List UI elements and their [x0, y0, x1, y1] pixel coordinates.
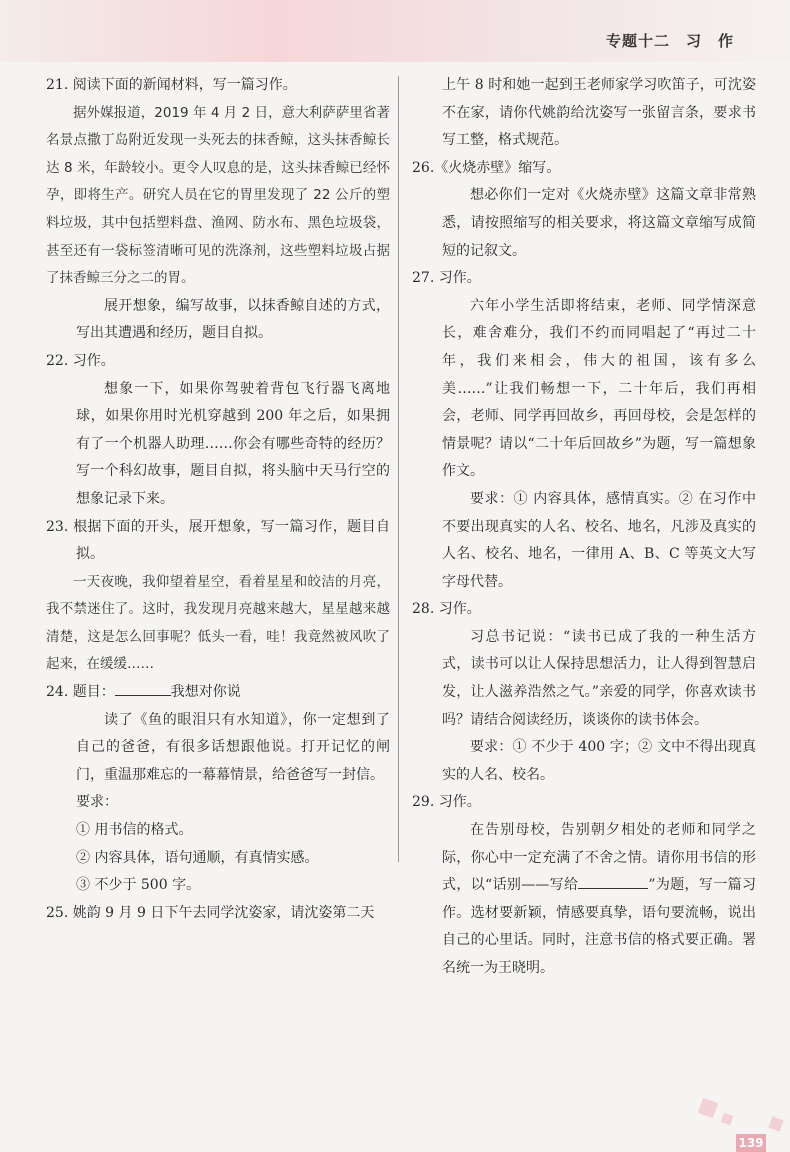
left-paragraph-2: 据外媒报道，2019 年 4 月 2 日，意大利萨萨里省著名景点撒丁岛附近发现一头死去的抹香鲸，这头抹香鲸长达 8 米，年龄较小。更令人叹息的是，这头抹香鲸已经怀孕，即将生产。研究人员在它的胃里发现了 22 公斤的塑料垃圾，其中包括塑料盘、渔网、防水布、黑色垃圾袋，甚至还有一袋标签清晰可见的洗涤剂，这些塑料垃圾占据了抹香鲸三分之二的胃。 — [46, 104, 390, 287]
right-paragraph-8: 习总书记说：“读书已成了我的一种生活方式，读书可以让人保持思想活力，让人得到智慧启发，让人滋养浩然之气。”亲爱的同学，你喜欢读书吗？请结合阅读经历，谈谈你的读书体会。 — [442, 628, 756, 728]
right-paragraph-2: 26.《火烧赤壁》缩写。 — [412, 159, 561, 176]
left-paragraph-5: 想象一下，如果你驾驶着背包飞行器飞离地球，如果你用时光机穿越到 200 年之后，如果拥有了一个机器人助理……你会有哪些奇特的经历？写一个科幻故事，题目自拟，将头脑中天马行空的想象记录下来。 — [76, 380, 390, 507]
q24-requirement-label: 要求： — [76, 794, 118, 811]
left-paragraph-3: 展开想象，编写故事，以抹香鲸自述的方式，写出其遭遇和经历，题目自拟。 — [76, 297, 390, 342]
right-column — [412, 72, 756, 983]
q29-text-b: ”为题，写一篇习作。选材要新颖，情感要真挚，语句要流畅，说出自己的心里话。同时，注意书信的格式要正确。署名统一为王晓明。 — [442, 877, 756, 976]
left-paragraph-6: 23. 根据下面的开头，展开想象，写一篇习作，题目自拟。 — [46, 518, 390, 563]
left-paragraph-7: 一天夜晚，我仰望着星空，看着星星和皎洁的月亮，我不禁迷住了。这时，我发现月亮越来越大，星星越来越清楚，这是怎么回事呢？低头一看，哇！我竟然被风吹了起来，在缓缓…… — [46, 573, 390, 673]
question-24-title — [46, 679, 390, 707]
q29-body — [412, 817, 756, 983]
q24-title-text: 我想对你说 — [170, 684, 241, 701]
left-paragraph-1: 21. 阅读下面的新闻材料，写一篇习作。 — [46, 77, 297, 93]
right-paragraph-7: 28. 习作。 — [412, 601, 481, 618]
right-paragraphs — [412, 72, 756, 817]
q24-item-1: ① 用书信的格式。 — [76, 822, 193, 839]
right-paragraph-5: 六年小学生活即将结束，老师、同学情深意长，难舍难分，我们不约而同唱起了“再过二十年，我们来相会，伟大的祖国，该有多么美……”让我们畅想一下，二十年后，我们再相会，老师、同学再回故乡，再回母校，会是怎样的情景呢？请以“二十年后回故乡”为题，写一篇想象作文。 — [442, 297, 756, 480]
left-paragraph-4: 22. 习作。 — [46, 352, 115, 369]
q24-item-2: ② 内容具体，语句通顺，有真情实感。 — [76, 849, 319, 866]
corner-decoration — [721, 1113, 734, 1126]
right-paragraph-10: 29. 习作。 — [412, 794, 481, 811]
right-paragraph-9: 要求：① 不少于 400 字；② 文中不得出现真实的人名、校名。 — [442, 739, 756, 783]
corner-decoration — [698, 1098, 719, 1119]
right-paragraph-1: 上午 8 时和她一起到王老师家学习吹笛子，可沈姿不在家，请你代姚韵给沈姿写一张留言条，要求书写工整，格式规范。 — [442, 77, 756, 149]
q24-number: 24. 题目： — [46, 684, 115, 701]
question-25: 25. 姚韵 9 月 9 日下午去同学沈姿家，请沈姿第二天 — [46, 904, 375, 921]
q24-body: 读了《鱼的眼泪只有水知道》，你一定想到了自己的爸爸，有很多话想跟他说。打开记忆的闸门，重温那难忘的一幕幕情景，给爸爸写一封信。 — [76, 711, 390, 783]
q24-blank — [115, 681, 171, 696]
q29-blank — [578, 874, 648, 889]
corner-decoration — [768, 1116, 783, 1131]
q24-item-3: ③ 不少于 500 字。 — [76, 877, 201, 894]
chapter-title: 专题十二 习 作 — [605, 32, 734, 50]
left-paragraphs — [46, 72, 390, 679]
q29-text-a: 在告别母校，告别朝夕相处的老师和同学之际，你心中一定充满了不舍之情。请你用书信的形式，以“话别——写给 — [442, 822, 756, 894]
left-column — [46, 72, 390, 927]
column-divider — [398, 76, 399, 862]
right-paragraph-3: 想必你们一定对《火烧赤壁》这篇文章非常熟悉，请按照缩写的相关要求，将这篇文章缩写成简短的记叙文。 — [442, 187, 756, 259]
page-number: 139 — [736, 1134, 766, 1152]
right-paragraph-6: 要求：① 内容具体，感情真实。② 在习作中不要出现真实的人名、校名、地名，凡涉及真实的人名、校名、地名，一律用 A、B、C 等英文大写字母代替。 — [442, 490, 756, 590]
right-paragraph-4: 27. 习作。 — [412, 270, 481, 287]
